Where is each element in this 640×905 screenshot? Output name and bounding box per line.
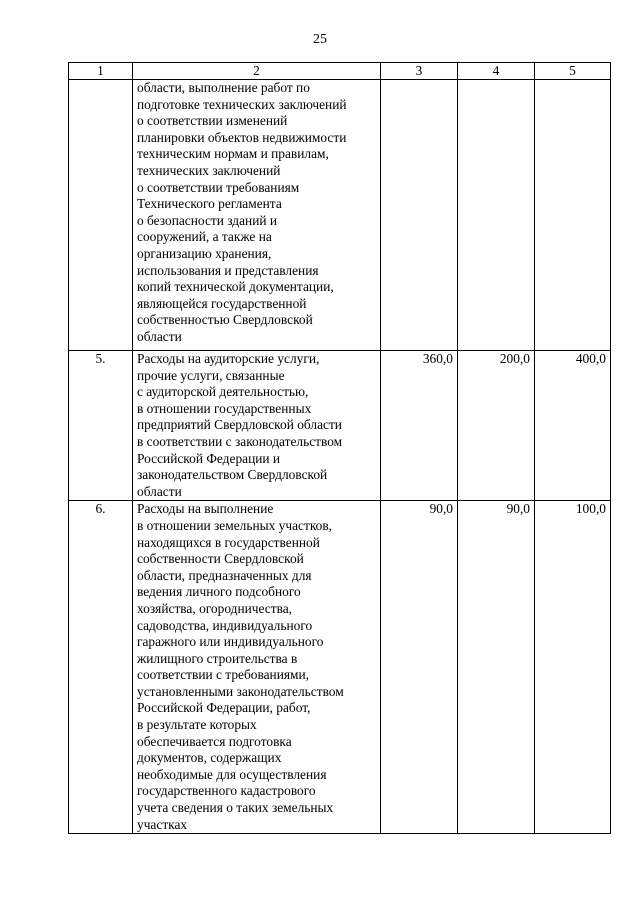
description-line: Российской Федерации, работ, bbox=[137, 700, 311, 716]
description-line: подготовке технических заключений bbox=[137, 96, 347, 112]
description-line: садоводства, индивидуального bbox=[137, 617, 313, 633]
table-header-row bbox=[69, 63, 611, 80]
description-line: собственностью Свердловской bbox=[137, 312, 313, 328]
row-value-col3: 360,0 bbox=[381, 351, 458, 501]
description-line: законодательством Свердловской bbox=[137, 467, 328, 483]
column-header-3: 3 bbox=[381, 63, 458, 80]
description-line: гаражного или индивидуального bbox=[137, 634, 324, 650]
row-value-col4: 90,0 bbox=[458, 501, 535, 834]
description-line: организацию хранения, bbox=[137, 245, 272, 261]
row-value-col3 bbox=[381, 80, 458, 351]
description-line: планировки объектов недвижимости bbox=[137, 129, 347, 145]
description-line: технических заключений bbox=[137, 162, 281, 178]
description-line: находящихся в государственной bbox=[137, 534, 320, 550]
description-line: установленными законодательством bbox=[137, 683, 344, 699]
description-line: в соответствии с законодательством bbox=[137, 433, 343, 449]
row-number: 5. bbox=[69, 351, 133, 501]
row-number: 6. bbox=[69, 501, 133, 834]
description-line: Расходы на выполнение bbox=[137, 501, 274, 517]
row-value-col3: 90,0 bbox=[381, 501, 458, 834]
row-value-col4 bbox=[458, 80, 535, 351]
column-header-1: 1 bbox=[69, 63, 133, 80]
table-row bbox=[69, 501, 611, 834]
description-line: учета сведения о таких земельных bbox=[137, 800, 334, 816]
row-number bbox=[69, 80, 133, 351]
description-line: участках bbox=[137, 816, 188, 832]
column-header-5: 5 bbox=[535, 63, 611, 80]
description-line: Расходы на аудиторские услуги, bbox=[137, 351, 320, 366]
row-value-col5 bbox=[535, 80, 611, 351]
description-line: государственного кадастрового bbox=[137, 783, 316, 799]
description-line: обеспечивается подготовка bbox=[137, 733, 292, 749]
description-line: с аудиторской деятельностью, bbox=[137, 384, 309, 400]
description-line: собственности Свердловской bbox=[137, 551, 304, 567]
table-row bbox=[69, 80, 611, 351]
description-line: копий технической документации, bbox=[137, 279, 334, 295]
description-line: в отношении земельных участков, bbox=[137, 517, 333, 533]
description-line: области, выполнение работ по bbox=[137, 80, 310, 95]
row-value-col5: 100,0 bbox=[535, 501, 611, 834]
page-number: 25 bbox=[313, 32, 327, 47]
description-line: области bbox=[137, 328, 182, 344]
table-row bbox=[69, 351, 611, 501]
description-line: о безопасности зданий и bbox=[137, 212, 278, 228]
description-line: жилищного строительства в bbox=[137, 650, 298, 666]
description-line: Технического регламента bbox=[137, 196, 282, 212]
description-line: предприятий Свердловской области bbox=[137, 417, 342, 433]
description-line: документов, содержащих bbox=[137, 750, 282, 766]
row-description bbox=[133, 80, 381, 351]
description-line: области, предназначенных для bbox=[137, 567, 312, 583]
description-line: Российской Федерации и bbox=[137, 450, 281, 466]
row-value-col5: 400,0 bbox=[535, 351, 611, 501]
description-line: о соответствии требованиям bbox=[137, 179, 300, 195]
description-line: хозяйства, огородничества, bbox=[137, 600, 293, 616]
description-line: сооружений, а также на bbox=[137, 229, 272, 245]
description-line: соответствии с требованиями, bbox=[137, 667, 310, 683]
description-line: области bbox=[137, 483, 182, 499]
column-header-4: 4 bbox=[458, 63, 535, 80]
description-line: прочие услуги, связанные bbox=[137, 367, 285, 383]
row-description bbox=[133, 501, 381, 834]
description-line: использования и представления bbox=[137, 262, 319, 278]
description-line: являющейся государственной bbox=[137, 295, 307, 311]
row-description bbox=[133, 351, 381, 501]
description-line: необходимые для осуществления bbox=[137, 766, 327, 782]
column-header-2: 2 bbox=[133, 63, 381, 80]
description-line: ведения личного подсобного bbox=[137, 584, 301, 600]
description-line: техническим нормам и правилам, bbox=[137, 146, 329, 162]
description-line: в отношении государственных bbox=[137, 400, 312, 416]
description-line: в результате которых bbox=[137, 717, 257, 733]
description-line: о соответствии изменений bbox=[137, 113, 288, 129]
row-value-col4: 200,0 bbox=[458, 351, 535, 501]
budget-table bbox=[68, 62, 611, 834]
